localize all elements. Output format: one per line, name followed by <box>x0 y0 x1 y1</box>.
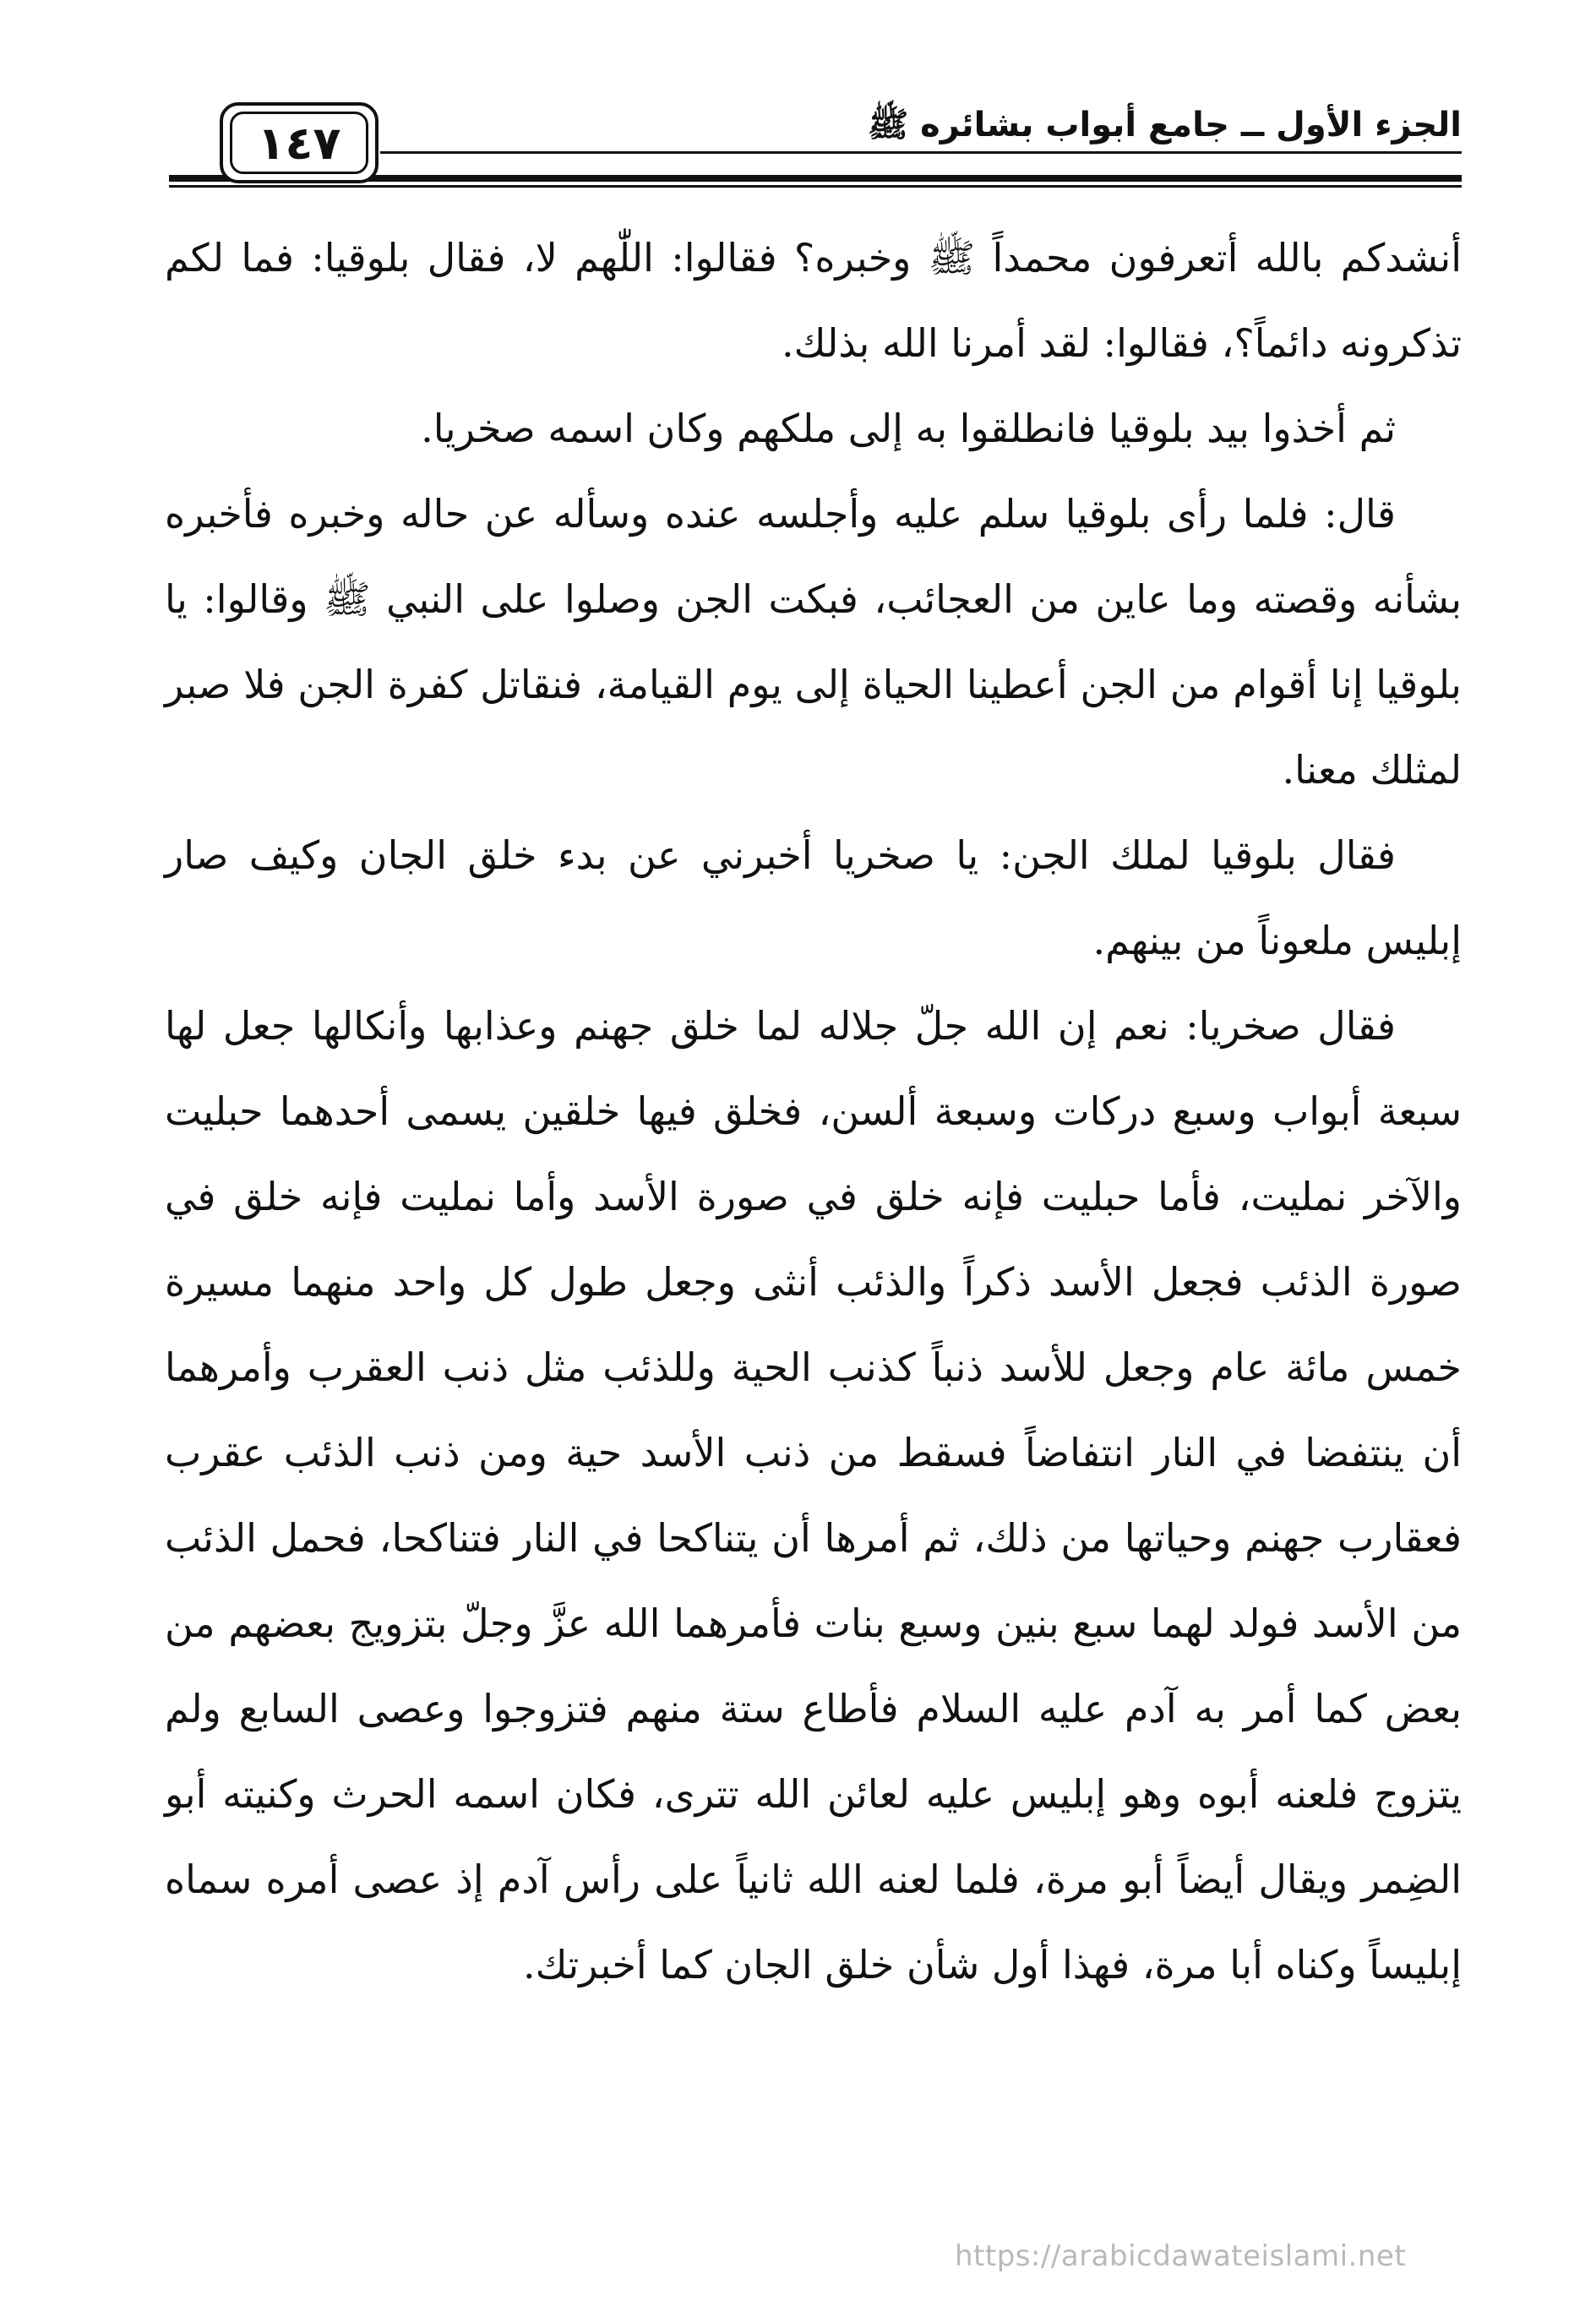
paragraph-3: قال: فلما رأى بلوقيا سلم عليه وأجلسه عنده وسأله عن حاله وخبره فأخبره بشأنه وقصته وما عاين من العجائب، فبكت الجن وصلوا على النبي ﷺ وقالوا: يا بلوقيا إنا أقوام من الجن أعطينا الحياة إلى يوم القيامة، فنقاتل كفرة الجن فلا صبر لمثلك معنا. <box>165 491 1462 793</box>
watermark-url: https://arabicdawateislami.net <box>955 2239 1407 2273</box>
paragraph-5: فقال صخريا: نعم إن الله جلّ جلاله لما خلق جهنم وعذابها وأنكالها جعل لها سبعة أبواب وسبع دركات وسبعة ألسن، فخلق فيها خلقين يسمى أحدهما حبليت والآخر نمليت، فأما حبليت فإنه خلق في صورة الأسد وأما نمليت فإنه خلق في صورة الذئب فجعل الأسد ذكراً والذئب أنثى وجعل طول كل واحد منهما مسيرة خمس مائة عام وجعل للأسد ذنباً كذنب الحية وللذئب مثل ذنب العقرب وأمرهما أن ينتفضا في النار انتفاضاً فسقط من ذنب الأسد حية ومن ذنب الذئب عقرب فعقارب جهنم وحياتها من ذلك، ثم أمرها أن يتناكحا في النار فتناكحا، فحمل الذئب من الأسد فولد لهما سبع بنين وسبع بنات فأمرهما الله عزَّ وجلّ بتزويج بعضهم من بعض كما أمر به آدم عليه السلام فأطاع ستة منهم فتزوجوا وعصى السابع ولم يتزوج فلعنه أبوه وهو إبليس عليه لعائن الله تترى، فكان اسمه الحرث وكنيته أبو الضِمر ويقال أيضاً أبو مرة، فلما لعنه الله ثانياً على رأس آدم إذ عصى أمره سماه إبليساً وكناه أبا مرة، فهذا أول شأن خلق الجان كما أخبرتك. <box>165 1003 1463 1988</box>
running-title: الجزء الأول ــ جامع أبواب بشائره ﷺ <box>867 106 1462 145</box>
header-rule-thin <box>169 185 1462 188</box>
page-number: ١٤٧ <box>230 112 368 174</box>
paragraph-2: ثم أخذوا بيد بلوقيا فانطلقوا به إلى ملكهم وكان اسمه صخريا. <box>421 406 1396 451</box>
paragraph-1: أنشدكم بالله أتعرفون محمداً ﷺ وخبره؟ فقالوا: اللّٰهم لا، فقال بلوقيا: فما لكم تذكرونه دائماً؟، فقالوا: لقد أمرنا الله بذلك. <box>165 235 1462 366</box>
paragraph-4: فقال بلوقيا لملك الجن: يا صخريا أخبرني عن بدء خلق الجان وكيف صار إبليس ملعوناً من بينهم. <box>165 832 1462 963</box>
page-header <box>169 97 1462 190</box>
page-number-frame <box>220 102 379 183</box>
body-text <box>165 215 1462 2008</box>
